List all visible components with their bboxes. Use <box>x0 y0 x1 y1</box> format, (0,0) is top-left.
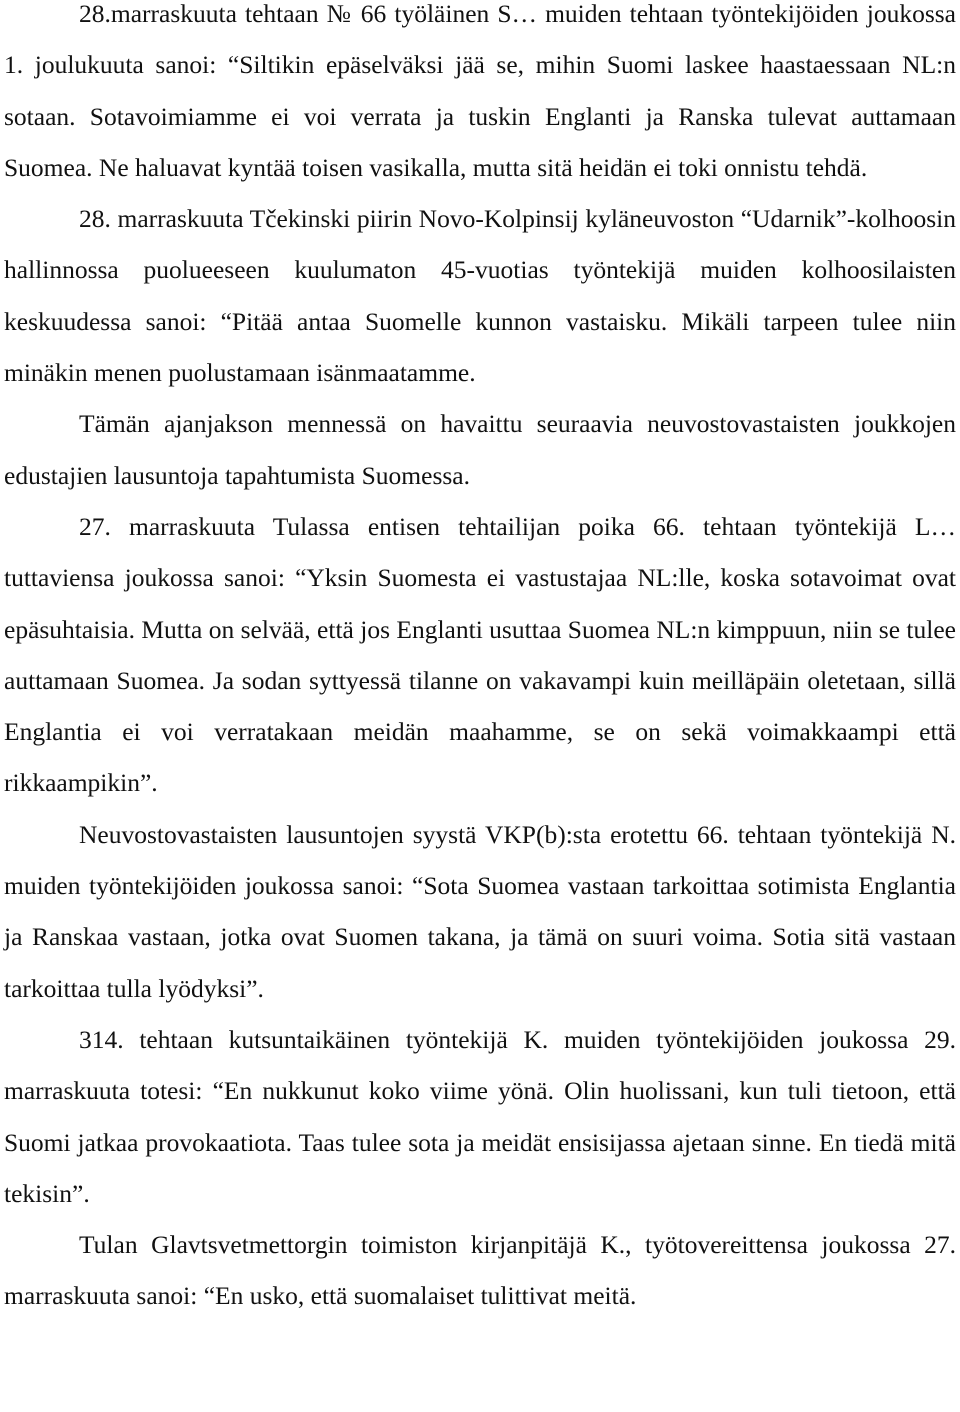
document-page <box>4 0 956 1322</box>
paragraph-7: Tulan Glavtsvetmettorgin toimiston kirjanpitäjä K., työtovereittensa joukossa 27. marraskuuta sanoi: “En usko, että suomalaiset tulittivat meitä. <box>4 1230 956 1311</box>
paragraph-2: 28. marraskuuta Tčekinski piirin Novo-Kolpinsij kyläneuvoston “Udarnik”-kolhoosin hallinnossa puolueeseen kuulumaton 45-vuotias työntekijä muiden kolhoosilaisten keskuudessa sanoi: “Pitää antaa Suomelle kunnon vastaisku. Mikäli tarpeen tulee niin minäkin menen puolustamaan isänmaatamme. <box>4 204 956 388</box>
paragraph-4: 27. marraskuuta Tulassa entisen tehtailijan poika 66. tehtaan työntekijä L… tuttaviensa joukossa sanoi: “Yksin Suomesta ei vastustajaa NL:lle, koska sotavoimat ovat epäsuhtaisia. Mutta on selvää, että jos Englanti usuttaa Suomea NL:n kimppuun, niin se tulee auttamaan Suomea. Ja sodan syttyessä tilanne on vakavampi kuin meilläpäin oletetaan, sillä Englantia ei voi verratakaan meidän maahamme, se on sekä voimakkaampi että rikkaampikin”. <box>4 511 956 798</box>
paragraph-6: 314. tehtaan kutsuntaikäinen työntekijä K. muiden työntekijöiden joukossa 29. marraskuuta totesi: “En nukkunut koko viime yönä. Olin huolissani, kun tuli tietoon, että Suomi jatkaa provokaatiota. Taas tulee sota ja meidät ensisijassa ajetaan sinne. En tiedä mitä tekisin”. <box>4 1024 956 1208</box>
paragraph-3: Tämän ajanjakson mennessä on havaittu seuraavia neuvostovastaisten joukkojen edustajien lausuntoja tapahtumista Suomessa. <box>4 409 956 490</box>
paragraph-1: 28.marraskuuta tehtaan № 66 työläinen S… muiden tehtaan työntekijöiden joukossa 1. joulukuuta sanoi: “Siltikin epäselväksi jää se, mihin Suomi laskee haastaessaan NL:n sotaan. Sotavoimiamme ei voi verrata ja tuskin Englanti ja Ranska tulevat auttamaan Suomea. Ne haluavat kyntää toisen vasikalla, mutta sitä heidän ei toki onnistu tehdä. <box>4 0 956 182</box>
paragraph-5: Neuvostovastaisten lausuntojen syystä VKP(b):sta erotettu 66. tehtaan työntekijä N. muiden työntekijöiden joukossa sanoi: “Sota Suomea vastaan tarkoittaa sotimista Englantia ja Ranskaa vastaan, jotka ovat Suomen takana, ja tämä on suuri voima. Sotia sitä vastaan tarkoittaa tulla lyödyksi”. <box>4 819 956 1003</box>
